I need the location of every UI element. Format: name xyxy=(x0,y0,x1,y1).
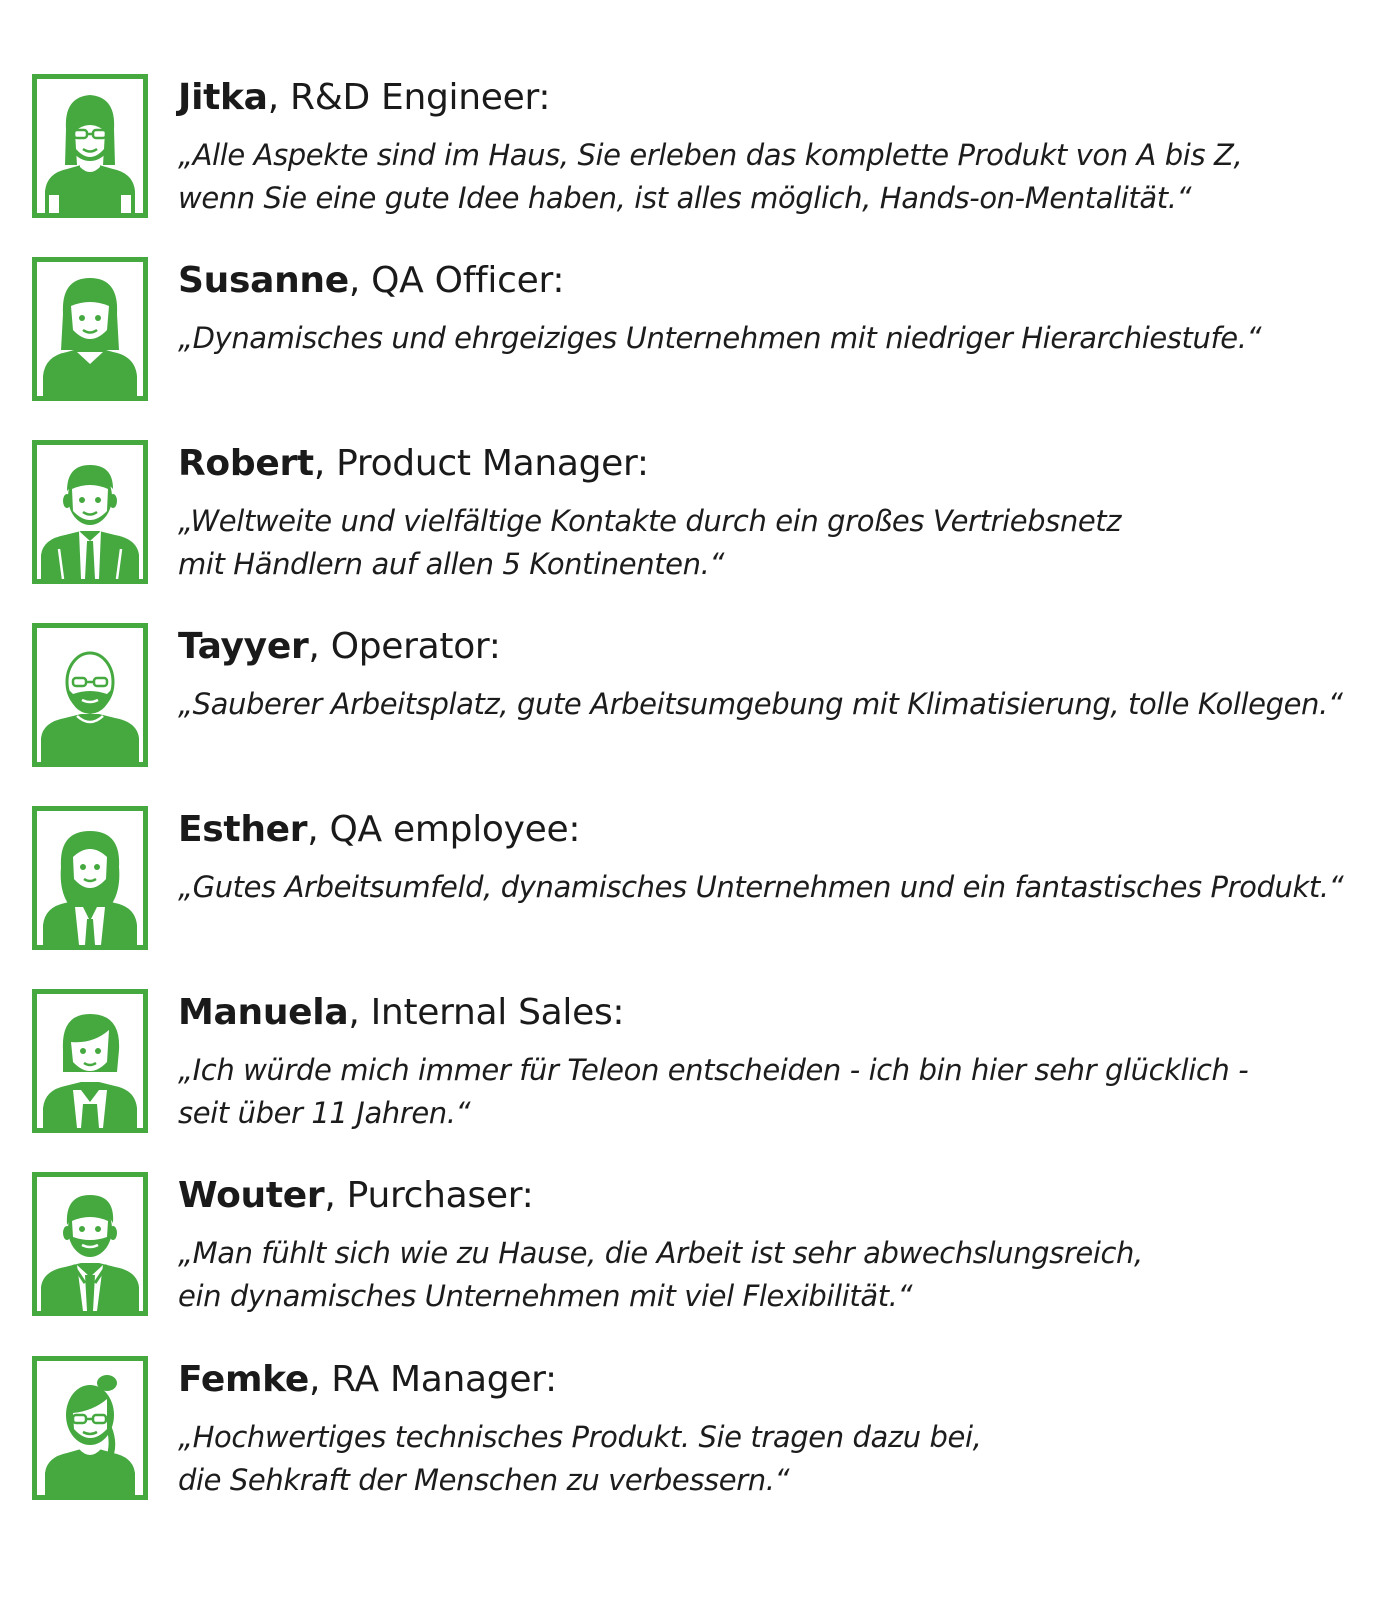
person-name: Robert xyxy=(178,443,314,484)
bald-man-glasses-beard-avatar-icon xyxy=(32,623,148,767)
testimonial-susanne xyxy=(0,257,1400,407)
testimonial-jitka xyxy=(0,74,1400,224)
person-quote xyxy=(178,683,1342,726)
person-heading xyxy=(178,76,550,120)
person-name: Wouter xyxy=(178,1175,325,1216)
testimonial-robert xyxy=(0,440,1400,590)
person-heading xyxy=(178,1358,557,1402)
man-tie-avatar-icon xyxy=(32,440,148,584)
testimonial-esther xyxy=(0,806,1400,956)
person-role: , Internal Sales: xyxy=(348,992,625,1033)
person-role: , QA Officer: xyxy=(348,260,565,301)
woman-short-hair-avatar-icon xyxy=(32,989,148,1133)
person-quote xyxy=(178,500,1121,586)
quote-line: „Sauberer Arbeitsplatz, gute Arbeitsumgebung mit Klimatisierung, tolle Kollegen.“ xyxy=(178,687,1343,721)
woman-bun-glasses-avatar-icon xyxy=(32,1356,148,1500)
person-name: Susanne xyxy=(178,260,349,301)
person-heading xyxy=(178,991,624,1035)
person-role: , Product Manager: xyxy=(313,443,649,484)
quote-line: „Gutes Arbeitsumfeld, dynamisches Unternehmen und ein fantastisches Produkt.“ xyxy=(178,870,1344,904)
quote-line: wenn Sie eine gute Idee haben, ist alles möglich, Hands-on-Mentalität.“ xyxy=(178,181,1192,215)
person-name: Tayyer xyxy=(178,626,309,667)
quote-line: „Ich würde mich immer für Teleon entscheiden - ich bin hier sehr glücklich - xyxy=(178,1053,1249,1087)
woman-long-hair-avatar-icon xyxy=(32,806,148,950)
person-quote xyxy=(178,1049,1248,1135)
quote-line: seit über 11 Jahren.“ xyxy=(178,1096,471,1130)
testimonial-manuela xyxy=(0,989,1400,1139)
person-name: Jitka xyxy=(178,77,268,118)
quote-line: „Man fühlt sich wie zu Hause, die Arbeit ist sehr abwechslungsreich, xyxy=(178,1236,1143,1270)
quote-line: mit Händlern auf allen 5 Kontinenten.“ xyxy=(178,547,725,581)
testimonial-tayyer xyxy=(0,623,1400,773)
person-role: , Operator: xyxy=(308,626,501,667)
person-heading xyxy=(178,259,564,303)
person-quote xyxy=(178,134,1242,220)
person-role: , Purchaser: xyxy=(324,1175,534,1216)
person-quote xyxy=(178,1232,1143,1318)
quote-line: „Alle Aspekte sind im Haus, Sie erleben das komplette Produkt von A bis Z, xyxy=(178,138,1243,172)
quote-line: „Weltweite und vielfältige Kontakte durch ein großes Vertriebsnetz xyxy=(178,504,1122,538)
testimonial-femke xyxy=(0,1356,1400,1506)
woman-bangs-avatar-icon xyxy=(32,257,148,401)
person-heading xyxy=(178,442,649,486)
person-role: , R&D Engineer: xyxy=(267,77,551,118)
person-quote xyxy=(178,317,1261,360)
person-name: Esther xyxy=(178,809,308,850)
testimonial-wouter xyxy=(0,1172,1400,1322)
person-heading xyxy=(178,1174,533,1218)
person-role: , RA Manager: xyxy=(308,1359,557,1400)
person-quote xyxy=(178,866,1343,909)
person-quote xyxy=(178,1416,981,1502)
woman-glasses-avatar-icon xyxy=(32,74,148,218)
quote-line: ein dynamisches Unternehmen mit viel Flexibilität.“ xyxy=(178,1279,913,1313)
quote-line: „Hochwertiges technisches Produkt. Sie tragen dazu bei, xyxy=(178,1420,982,1454)
person-heading xyxy=(178,625,501,669)
person-heading xyxy=(178,808,580,852)
quote-line: die Sehkraft der Menschen zu verbessern.“ xyxy=(178,1463,790,1497)
person-name: Femke xyxy=(178,1359,309,1400)
quote-line: „Dynamisches und ehrgeiziges Unternehmen mit niedriger Hierarchiestufe.“ xyxy=(178,321,1262,355)
person-role: , QA employee: xyxy=(307,809,581,850)
man-beard-avatar-icon xyxy=(32,1172,148,1316)
person-name: Manuela xyxy=(178,992,349,1033)
